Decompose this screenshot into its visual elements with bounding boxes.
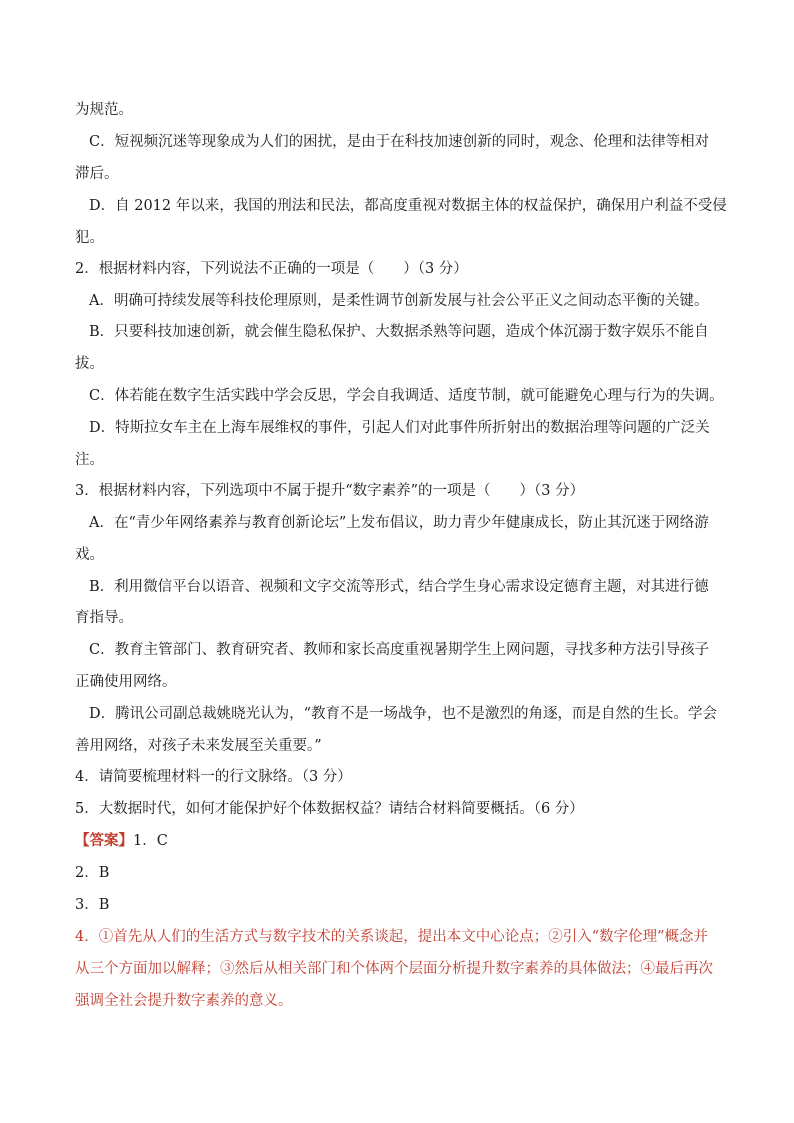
question-2: 2．根据材料内容，下列说法不正确的一项是（ ）（3 分） xyxy=(75,261,468,277)
answer-3: 3．B xyxy=(75,897,110,913)
option-d: D．自 2012 年以来，我国的刑法和民法，都高度重视对数据主体的权益保护，确保用户利益不受侵 xyxy=(89,198,727,214)
option-d: D．腾讯公司副总裁姚晓光认为，“教育不是一场战争，也不是激烈的角逐，而是自然的生长。学会 xyxy=(89,706,718,722)
question-3: 3．根据材料内容，下列选项中不属于提升“数字素养”的一项是（ ）（3 分） xyxy=(75,483,585,499)
text-line: 滞后。 xyxy=(75,166,119,182)
answer-1-line xyxy=(75,831,168,851)
answer-4-cont: 强调全社会提升数字素养的意义。 xyxy=(75,993,293,1009)
text-line: 拔。 xyxy=(75,356,104,372)
option-b: B．利用微信平台以语音、视频和文字交流等形式，结合学生身心需求设定德育主题，对其进行德 xyxy=(89,579,709,595)
text-line: 犯。 xyxy=(75,230,104,246)
option-d: D．特斯拉女车主在上海车展维权的事件，引起人们对此事件所折射出的数据治理等问题的广泛关 xyxy=(89,420,710,436)
text-line: 注。 xyxy=(75,452,104,468)
option-c: C．教育主管部门、教育研究者、教师和家长高度重视暑期学生上网问题，寻找多种方法引导孩子 xyxy=(89,642,710,658)
answer-4: 4．①首先从人们的生活方式与数字技术的关系谈起，提出本文中心论点；②引入“数字伦理”概念并 xyxy=(75,929,709,945)
answer-4-cont: 从三个方面加以解释；③然后从相关部门和个体两个层面分析提升数字素养的具体做法；④最后再次 xyxy=(75,961,713,977)
answer-tag: 【答案】 xyxy=(75,832,133,849)
text-line: 正确使用网络。 xyxy=(75,674,177,690)
option-b: B．只要科技加速创新，就会催生隐私保护、大数据杀熟等问题，造成个体沉溺于数字娱乐不能自 xyxy=(89,324,709,340)
text-line: 戏。 xyxy=(75,547,104,563)
question-5: 5．大数据时代，如何才能保护好个体数据权益？请结合材料简要概括。（6 分） xyxy=(75,801,584,817)
option-a: A．明确可持续发展等科技伦理原则，是柔性调节创新发展与社会公平正义之间动态平衡的关键。 xyxy=(89,293,709,309)
question-4: 4．请简要梳理材料一的行文脉络。（3 分） xyxy=(75,769,352,785)
text-line: 育指导。 xyxy=(75,610,133,626)
option-c: C．短视频沉迷等现象成为人们的困扰，是由于在科技加速创新的同时，观念、伦理和法律等相对 xyxy=(89,134,710,150)
text-line: 为规范。 xyxy=(75,102,133,118)
answer-2: 2．B xyxy=(75,865,110,881)
option-c: C．体若能在数字生活实践中学会反思，学会自我调适、适度节制，就可能避免心理与行为的失调。 xyxy=(89,388,724,404)
answer-1: 1．C xyxy=(133,833,168,849)
text-line: 善用网络，对孩子未来发展至关重要。” xyxy=(75,738,322,754)
option-a: A．在“青少年网络素养与教育创新论坛”上发布倡议，助力青少年健康成长，防止其沉迷于网络游 xyxy=(89,515,709,531)
